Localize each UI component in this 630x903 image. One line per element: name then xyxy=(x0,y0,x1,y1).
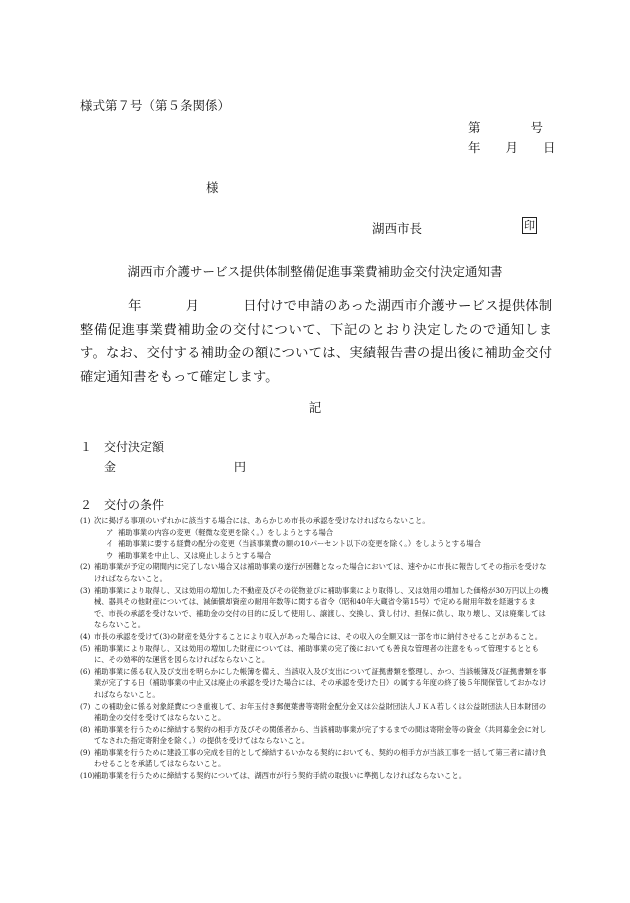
issuer-name: 湖西市長 xyxy=(372,221,423,236)
condition-item xyxy=(80,643,550,666)
condition-item xyxy=(80,561,550,584)
condition-number: (10) xyxy=(80,771,95,781)
condition-number: (2) xyxy=(80,562,91,572)
conditions-list xyxy=(80,515,550,782)
year-label: 年 xyxy=(128,299,142,314)
sub-item-label: イ xyxy=(106,539,114,549)
condition-text: 補助事業により取得し、又は効用の増加した不動産及びその従物並びに補助事業により取得し、又は効用の増加した価格が30万円以上の機械、器具その他財産については、減価償却資産の耐用年数等に関する省令（昭和40年大蔵省令第15号）で定める耐用年数を経過するまで、市長の承認を受けないで、補助金の交付の目的に反して使用し、譲渡し、交換し、貸し付け、担保に供し、取り壊し、又は廃棄してはならないこと。 xyxy=(94,585,549,630)
condition-item xyxy=(80,747,550,770)
condition-sub-item xyxy=(94,527,550,539)
condition-sub-item xyxy=(94,550,550,562)
condition-text: 補助事業を行うために締結する契約の相手方及びその関係者から、当該補助事業が完了するまでの間は寄附金等の資金（共同募金会に対してなされた指定寄附金を除く。）の提供を受けてはならないこと。 xyxy=(94,724,547,746)
condition-number: (3) xyxy=(80,585,91,595)
amount-prefix: 金 xyxy=(104,460,117,474)
sub-item-text: 補助事業の内容の変更（軽微な変更を除く。）をしようとする場合 xyxy=(118,527,334,537)
condition-text: 補助事業により取得し、又は効用の増加した財産については、補助事業の完了後においても善良な管理者の注意をもって管理するとともに、その効率的な運営を図らなければならないこと。 xyxy=(94,643,539,665)
condition-item xyxy=(80,770,550,782)
condition-text: 補助事業を行うために建設工事の完成を目的として締結するいかなる契約においても、契約の相手方が当該工事を一括して第三者に請け負わせることを承諾してはならないこと。 xyxy=(94,747,547,769)
sub-item-text: 補助事業に要する経費の配分の変更（当該事業費の額の10パーセント以下の変更を除く。）をしようとする場合 xyxy=(118,539,481,549)
condition-item xyxy=(80,631,550,643)
condition-number: (9) xyxy=(80,747,91,757)
condition-number: (4) xyxy=(80,631,91,641)
month-label: 月 xyxy=(185,299,200,314)
condition-text: 補助事業に係る収入及び支出を明らかにした帳簿を備え、当該収入及び支出について証拠書類を整理し、かつ、当該帳簿及び証拠書類を事業が完了する日（補助事業の中止又は廃止の承認を受けた場合には、その承認を受けた日）の属する年度の終了後５年間保管しておかなければならないこと。 xyxy=(94,666,547,699)
condition-number: (7) xyxy=(80,701,91,711)
condition-number: (6) xyxy=(80,666,91,676)
condition-number: (5) xyxy=(80,643,91,653)
condition-text: この補助金に係る対象経費につき重複して、お年玉付き郵便葉書等寄附金配分金又は公益財団法人ＪＫＡ若しくは公益財団法人日本財団の補助金の交付を受けてはならないこと。 xyxy=(94,701,547,723)
condition-item xyxy=(80,701,550,724)
addressee-honorific: 様 xyxy=(206,180,219,195)
sub-item-label: ア xyxy=(106,527,114,537)
section-1-heading: １ 交付決定額 xyxy=(80,440,165,454)
condition-number: (1) xyxy=(80,516,91,525)
condition-item xyxy=(80,585,550,631)
condition-item xyxy=(80,666,550,701)
ki-heading: 記 xyxy=(308,400,322,415)
condition-text: 市長の承認を受けて(3)の財産を処分することにより収入があった場合には、その収入の全額又は一部を市に納付させることがあること。 xyxy=(94,631,543,641)
sub-item-text: 補助事業を中止し、又は廃止しようとする場合 xyxy=(118,550,272,560)
condition-number: (8) xyxy=(80,724,91,734)
document-title: 湖西市介護サービス提供体制整備促進事業費補助金交付決定通知書 xyxy=(127,264,503,279)
seal-mark: 印 xyxy=(524,219,535,232)
grant-amount-line xyxy=(104,458,246,475)
body-text: 日付けで申請のあった湖西市介護サービス提供体制整備促進事業費補助金の交付について、下記のとおり決定したので通知します。なお、交付する補助金の額については、実績報告書の提出後に補助金交付確定通知書をもって確定します。 xyxy=(80,299,553,385)
sub-item-label: ウ xyxy=(106,550,114,560)
condition-item xyxy=(80,724,550,747)
condition-item xyxy=(80,515,550,561)
condition-text: 次に掲げる事項のいずれかに該当する場合には、あらかじめ市長の承認を受けなければならないこと。 xyxy=(94,516,430,525)
form-number: 様式第７号（第５条関係） xyxy=(80,98,231,113)
condition-text: 補助事業が予定の期間内に完了しない場合又は補助事業の遂行が困難となった場合においては、速やかに市長に報告してその指示を受けなければならないこと。 xyxy=(94,562,547,583)
section-2-heading: ２ 交付の条件 xyxy=(80,498,165,512)
condition-sub-item xyxy=(94,538,550,550)
body-paragraph xyxy=(80,295,552,389)
document-number-line: 第 号 xyxy=(468,120,544,135)
condition-text: 補助事業を行うために締結する契約については、湖西市が行う契約手続の取扱いに準拠しなければならないこと。 xyxy=(94,771,466,781)
document-date-line: 年 月 日 xyxy=(468,140,556,155)
amount-suffix: 円 xyxy=(234,460,247,474)
